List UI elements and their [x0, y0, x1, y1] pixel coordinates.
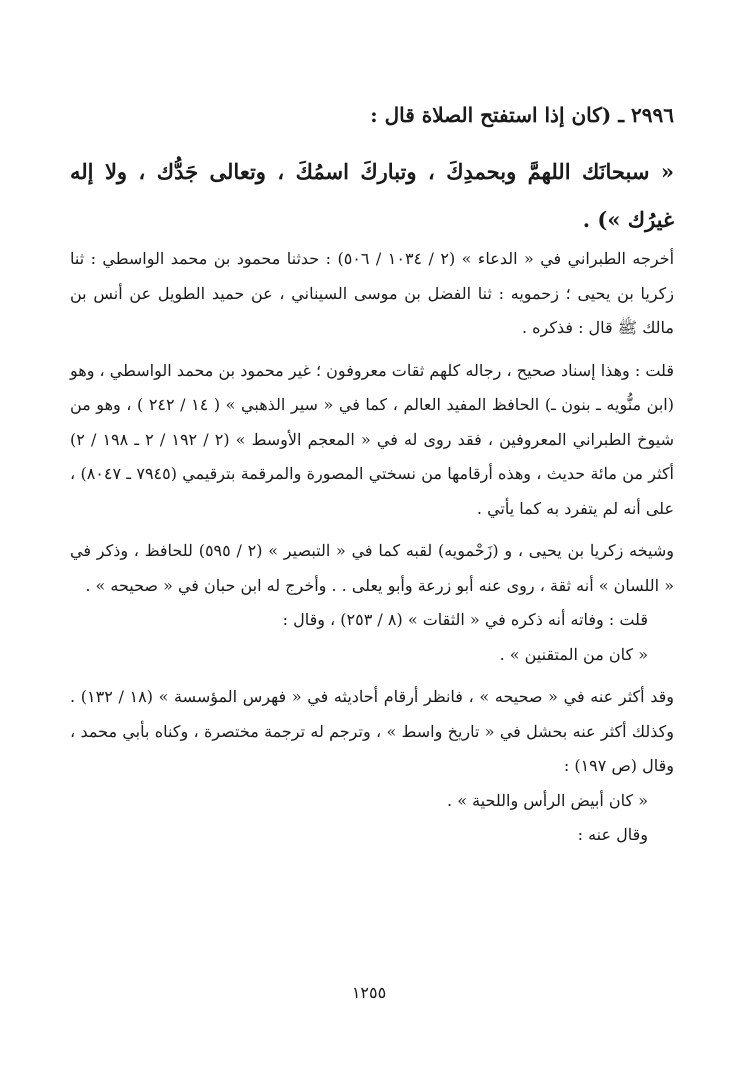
hadith-text: « سبحانَك اللهمَّ وبحمدِكَ ، وتباركَ اسمُكَ ، وتعالى جَدُّك ، ولا إله غيرُك ») . [70, 159, 674, 232]
paragraph-thiqat: قلت : وفاته أنه ذكره في « الثقات » (٨ / ٢٥٣) ، وقال : [282, 610, 648, 629]
paragraph-gap [70, 346, 674, 354]
paragraph-bahshal: وقد أكثر عنه في « صحيحه » ، فانظر أرقام أحاديثه في « فهرس المؤسسة » (١٨ / ١٣٢) . وكذلك أكثر عنه بحشل في « تاريخ واسط » ، وترجم له ترجمة مختصرة ، وكناه بأبي محمد ، وقال (ص ١٩٧) : [70, 687, 675, 775]
hadith-header: ٢٩٩٦ ـ (كان إذا استفتح الصلاة قال : [370, 103, 674, 127]
paragraph-gap [70, 526, 674, 534]
quote-mutqinin: « كان من المتقنين » . [499, 644, 648, 664]
paragraph-zakariya: وشيخه زكريا بن يحيى ، و (زَحْمويه) لقبه كما في « التبصير » (٢ / ٥٩٥) للحافظ ، وذكر في « اللسان » أنه ثقة ، روى عنه أبو زرعة وأبو يعلى . . وأخرج له ابن حبان في « صحيحه » . [70, 541, 675, 595]
page-number: ١٢٥٥ [351, 983, 387, 1002]
paragraph-isnad: قلت : وهذا إسناد صحيح ، رجاله كلهم ثقات معروفون ؛ غير محمود بن محمد الواسطي ، وهو (ابن منُّويه ـ بنون ـ) الحافظ المفيد العالم ، كما في « سير الذهبي » ( ١٤ / ٢٤٢ ) ، وهو من شيوخ الطبراني المعروفين ، فقد روى له في « المعجم الأوسط » (٢ / ١٩٢ / ٢ ـ ١٩٨ / ٢) أكثر من مائة حديث ، وهذه أرقامها من نسختي المصورة والمرقمة بترقيمي (٧٩٤٥ ـ ٨٠٤٧) ، على أنه لم يتفرد به كما يأتي . [70, 360, 675, 518]
quote-abyad: « كان أبيض الرأس واللحية » . [447, 790, 648, 810]
paragraph-qala-anhu: وقال عنه : [577, 825, 648, 844]
paragraph-gap [70, 672, 674, 680]
commentary [70, 242, 674, 853]
paragraph-takhrij: أخرجه الطبراني في « الدعاء » (٢ / ١٠٣٤ / ٥٠٦) : حدثنا محمود بن محمد الواسطي : ثنا زكريا بن يحيى ؛ زحمويه : ثنا الفضل بن موسى السيناني ، عن حميد الطويل عن أنس بن مالك ﷺ قال : فذكره . [70, 249, 675, 337]
